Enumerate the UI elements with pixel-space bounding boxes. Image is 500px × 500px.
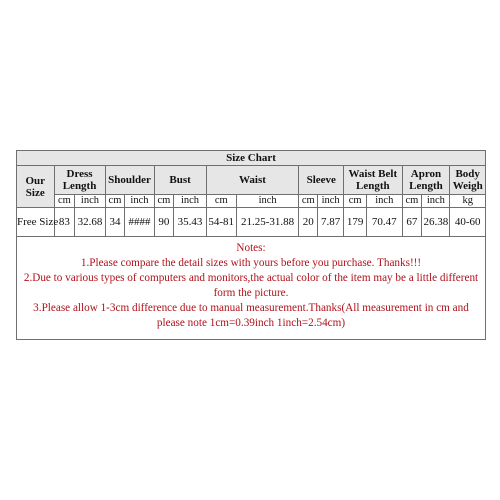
chart-title: Size Chart (17, 151, 486, 166)
size-chart-sheet (16, 150, 486, 340)
unit-cell: inch (75, 195, 105, 208)
header-apron-length: Apron Length (402, 166, 450, 195)
header-waist-belt-length: Waist Belt Length (344, 166, 402, 195)
unit-cell: cm (105, 195, 125, 208)
value-cell: 40-60 (450, 208, 486, 237)
size-chart-table (16, 150, 486, 237)
value-cell: 26.38 (422, 208, 450, 237)
unit-cell: cm (154, 195, 174, 208)
value-cell: 20 (299, 208, 318, 237)
value-cell: 54-81 (206, 208, 236, 237)
unit-cell: cm (402, 195, 422, 208)
header-waist: Waist (206, 166, 299, 195)
notes-section (16, 237, 486, 340)
unit-cell: inch (174, 195, 206, 208)
header-our-size: Our Size (17, 166, 55, 208)
header-shoulder: Shoulder (105, 166, 154, 195)
value-cell: 21.25-31.88 (236, 208, 299, 237)
header-bust: Bust (154, 166, 206, 195)
note-line-1: 1.Please compare the detail sizes with yours before you purchase. Thanks!!! (80, 257, 422, 269)
unit-cell: inch (236, 195, 299, 208)
value-cell: 35.43 (174, 208, 206, 237)
value-cell: 83 (54, 208, 75, 237)
unit-cell: kg (450, 195, 486, 208)
value-cell: 7.87 (318, 208, 344, 237)
unit-cell: inch (125, 195, 154, 208)
unit-cell: cm (299, 195, 318, 208)
note-line-3: 3.Please allow 1-3cm difference due to manual measurement.Thanks(All measurement in cm and please note 1cm=0.39inch 1inch=2.54cm) (33, 302, 469, 329)
unit-cell: cm (54, 195, 75, 208)
value-cell: 67 (402, 208, 422, 237)
unit-cell: inch (422, 195, 450, 208)
unit-cell: inch (318, 195, 344, 208)
table-row (17, 208, 486, 237)
unit-cell: cm (344, 195, 367, 208)
header-dress-length: Dress Length (54, 166, 105, 195)
header-sleeve: Sleeve (299, 166, 344, 195)
value-cell: 70.47 (367, 208, 402, 237)
value-cell: 90 (154, 208, 174, 237)
value-cell: 34 (105, 208, 125, 237)
unit-cell: cm (206, 195, 236, 208)
value-cell: #### (125, 208, 154, 237)
unit-cell: inch (367, 195, 402, 208)
header-body-weight: Body Weigh (450, 166, 486, 195)
value-cell: 179 (344, 208, 367, 237)
size-cell: Free Size (17, 208, 55, 237)
notes-heading: Notes: (236, 242, 266, 254)
note-line-2: 2.Due to various types of computers and monitors,the actual color of the item may be a little different form the picture. (23, 272, 479, 299)
value-cell: 32.68 (75, 208, 105, 237)
